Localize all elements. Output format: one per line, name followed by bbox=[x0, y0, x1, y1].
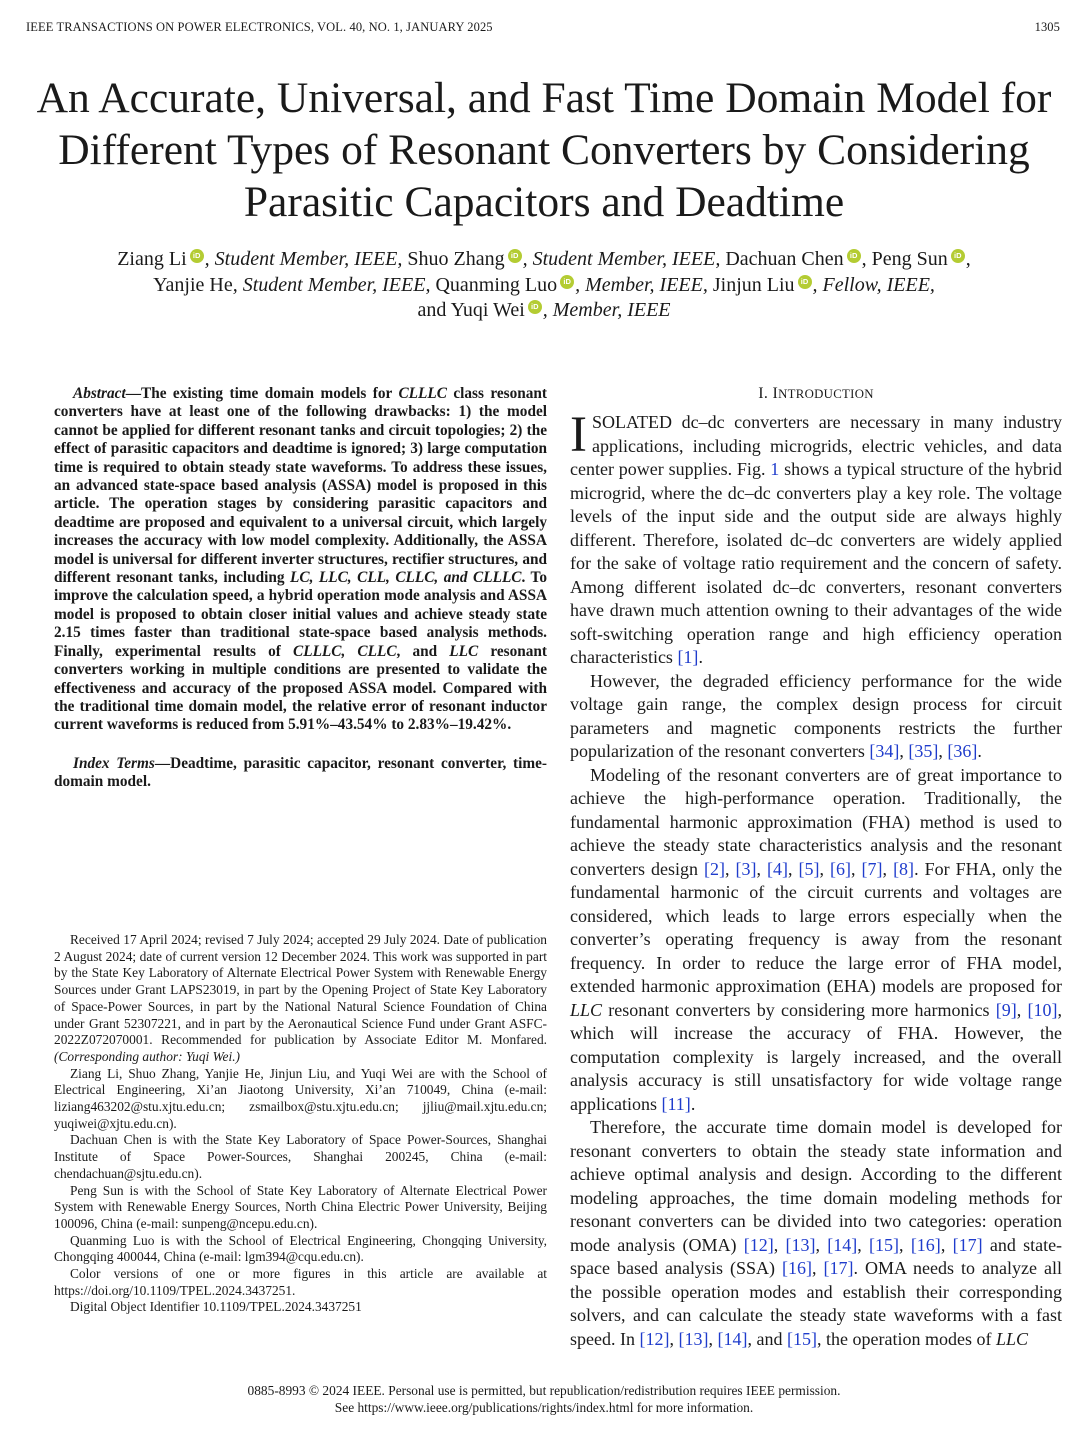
author-affiliation: , Member, IEEE, bbox=[575, 273, 708, 296]
citation-link[interactable]: [8] bbox=[893, 858, 915, 879]
author-affiliation: , bbox=[965, 248, 971, 270]
citation-link[interactable]: [17] bbox=[823, 1258, 854, 1278]
intro-paragraph: However, the degraded efficiency performance for the wide voltage gain range, the complex design process for circuit parameters and magnetic components restricts the further popularization of the resonant converters [34], [35], [36]. bbox=[570, 670, 1062, 761]
footnote-affiliation: Quanming Luo is with the School of Electrical Engineering, Chongqing University, Chongqing 400044, China (e-mail: lgm394@cqu.edu.cn). bbox=[54, 1232, 547, 1265]
author-affiliation: , Student Member, IEEE, bbox=[204, 248, 403, 270]
citation-link[interactable]: [14] bbox=[827, 1234, 858, 1255]
citation-link[interactable]: [5] bbox=[798, 858, 820, 879]
citation-link[interactable]: [13] bbox=[785, 1234, 816, 1255]
abstract: Abstract—The existing time domain models for CLLLC class resonant converters have at least one of the following drawbacks: 1) the model cannot be applied for different resonant tanks and circuit topologies; 2) the effect of parasitic capacitors and deadtime is ignored; 3) large computation time is required to obtain steady state waveforms. To address these issues, an advanced state-space based analysis (ASSA) model is proposed in this article. The operation stages by considering parasitic capacitors and deadtime are proposed and equivalent to a universal circuit, which largely increases the accuracy with low model complexity. Additionally, the ASSA model is universal for different inverter structures, rectifier structures, and different resonant tanks, including LC, LLC, CLL, CLLC, and CLLLC. To improve the calculation speed, a hybrid operation mode analysis and ASSA model is proposed to obtain closer initial values and achieve steady state 2.15 times faster than traditional state-space based analysis methods. Finally, experimental results of CLLLC, CLLC, and LLC resonant converters working in multiple conditions are presented to validate the effectiveness and accuracy of the proposed ASSA model. Compared with the traditional time domain model, the relative error of resonant inductor current waveforms is reduced from 5.91%–43.54% to 2.83%–19.42%. bbox=[54, 385, 547, 734]
journal-info: IEEE TRANSACTIONS ON POWER ELECTRONICS, VOL. 40, NO. 1, JANUARY 2025 bbox=[26, 20, 493, 34]
citation-link[interactable]: [4] bbox=[767, 858, 788, 879]
orcid-icon[interactable]: iD bbox=[528, 300, 542, 314]
author-affiliation: , Student Member, IEEE, bbox=[232, 273, 431, 296]
citation-link[interactable]: [7] bbox=[861, 858, 883, 879]
orcid-icon[interactable]: iD bbox=[508, 249, 522, 263]
author-list bbox=[30, 247, 1058, 324]
page-number: 1305 bbox=[1034, 20, 1060, 34]
rights-link-line: See https://www.ieee.org/publications/rights/index.html for more information. bbox=[334, 1399, 754, 1415]
orcid-icon[interactable]: iD bbox=[560, 275, 574, 289]
right-column bbox=[570, 385, 1062, 1351]
footnote-color-versions: Color versions of one or more figures in this article are available at https://doi.org/10.1109/TPEL.2024.3437251. bbox=[54, 1266, 547, 1298]
citation-link[interactable]: [16] bbox=[910, 1234, 941, 1255]
index-terms: Index Terms—Deadtime, parasitic capacitor, resonant converter, time-domain model. bbox=[54, 754, 548, 791]
author-name: Yanjie He bbox=[153, 273, 233, 296]
author-name: Dachuan Chen bbox=[725, 248, 844, 270]
citation-link[interactable]: [3] bbox=[735, 858, 757, 879]
citation-link[interactable]: [17] bbox=[952, 1234, 983, 1255]
author-affiliation: , Fellow, IEEE, bbox=[812, 273, 935, 296]
orcid-icon[interactable]: iD bbox=[798, 275, 812, 289]
intro-paragraph: Modeling of the resonant converters are of great importance to achieve the high-performance operation. Traditionally, the fundamental harmonic approximation (FHA) method is used to achieve the steady state characteristics analysis and the resonant converters design [2], [3], [4], [5], [6], [7], [8]. For FHA, only the fundamental harmonic of the circuit currents and voltages are considered, which leads to large errors especially when the converter’s operating frequency is away from the resonant frequency. In order to reduce the large error of FHA model, extended harmonic approximation (EHA) models are proposed for LLC resonant converters by considering more harmonics [9], [10], which will increase the accuracy of FHA. However, the computation complexity is largely increased, and the overall analysis accuracy is still unsatisfactory for wide voltage range applications [11]. bbox=[570, 764, 1063, 1114]
orcid-icon[interactable]: iD bbox=[951, 249, 965, 263]
orcid-icon[interactable]: iD bbox=[190, 249, 204, 263]
drop-cap: I bbox=[570, 407, 587, 463]
intro-paragraph: Therefore, the accurate time domain model is developed for resonant converters to obtain the steady state information and achieve optimal analysis and design. According to the different modeling approaches, the time domain modeling methods for resonant converters can be divided into two categories: operation mode analysis (OMA) [12], [13], [14], [15], [16], [17] and state-space based analysis (SSA) [16], [17]. OMA needs to analyze all the possible operation modes and establish their corresponding solvers, and can calculate the steady state waveforms with a fast speed. In [12], [13], [14], and [15], the operation modes of LLC bbox=[570, 1117, 1063, 1349]
citation-link[interactable]: [35] bbox=[908, 741, 939, 761]
footnote-affiliation: Peng Sun is with the School of State Key Laboratory of Alternate Electrical Power System with Renewable Energy Sources, North China Electric Power University, Beijing 100096, China (e-mail: sunpeng@ncepu.edu.cn). bbox=[54, 1182, 547, 1231]
footnote-received: Received 17 April 2024; revised 7 July 2024; accepted 29 July 2024. Date of publication 2 August 2024; date of current version 12 December 2024. This work was supported in part by the State Key Laboratory of Alternate Electrical Power System with Renewable Energy Sources under Grant LAPS23019, in part by the Opening Project of State Key Laboratory of Space-Power Sources, in part by the National Natural Science Foundation of China under Grant 52307221, and in part by the Aeronautical Science Fund under Grant ASFC-2022Z072070001. Recommended for publication by Associate Editor M. Monfared. (Corresponding author: Yuqi Wei.) bbox=[54, 932, 547, 1064]
orcid-icon[interactable]: iD bbox=[847, 249, 861, 263]
intro-paragraph: ISOLATED dc–dc converters are necessary in many industry applications, including microgrids, electric vehicles, and data center power supplies. Fig. 1 shows a typical structure of the hybrid microgrid, where the dc–dc converters play a key role. The voltage levels of the input side and the output side are always highly different. Therefore, isolated dc–dc converters are widely applied for the sake of voltage ratio requirement and the concern of safety. Among different isolated dc–dc converters, resonant converters have drawn much attention owning to their advantages of the wide soft-switching operation range and high efficiency operation characteristics [1]. bbox=[570, 407, 1062, 667]
citation-link[interactable]: [6] bbox=[830, 858, 852, 879]
author-affiliation: , bbox=[861, 248, 867, 270]
running-header bbox=[26, 20, 1060, 38]
author-name: and Yuqi Wei bbox=[417, 299, 525, 321]
paper-title: An Accurate, Universal, and Fast Time Domain Model for Different Types of Resonant Converters by Considering Parasitic Capacitors and Deadtime bbox=[36, 74, 1052, 226]
citation-link[interactable]: [2] bbox=[703, 858, 725, 879]
citation-link[interactable]: [1] bbox=[677, 647, 699, 667]
copyright-footer bbox=[0, 1383, 1088, 1416]
author-affiliation: , Member, IEEE bbox=[542, 299, 671, 321]
section-heading: I. INTRODUCTION bbox=[758, 385, 874, 402]
citation-link[interactable]: [16] bbox=[782, 1258, 812, 1278]
citation-link[interactable]: [12] bbox=[743, 1234, 774, 1255]
citation-link[interactable]: [10] bbox=[1027, 999, 1058, 1020]
citation-link[interactable]: [11] bbox=[661, 1093, 691, 1114]
figure-link[interactable]: 1 bbox=[770, 459, 780, 479]
author-name: Jinjun Liu bbox=[712, 273, 795, 296]
citation-link[interactable]: [36] bbox=[947, 741, 978, 761]
first-page-footnote bbox=[54, 932, 547, 1316]
author-name: Shuo Zhang bbox=[407, 248, 505, 270]
footnote-doi: Digital Object Identifier 10.1109/TPEL.2024.3437251 bbox=[70, 1299, 362, 1315]
citation-link[interactable]: [15] bbox=[786, 1328, 817, 1349]
footnote-affiliation: Dachuan Chen is with the State Key Laboratory of Space Power-Sources, Shanghai Institute of Space Power-Sources, Shanghai 200245, China (e-mail: chendachuan@sjtu.edu.cn). bbox=[54, 1132, 547, 1181]
author-name: Ziang Li bbox=[117, 248, 187, 270]
author-affiliation: , Student Member, IEEE, bbox=[522, 248, 721, 270]
citation-link[interactable]: [9] bbox=[995, 999, 1017, 1020]
footnote-affiliation: Ziang Li, Shuo Zhang, Yanjie He, Jinjun Liu, and Yuqi Wei are with the School of Electrical Engineering, Xi’an Jiaotong University, Xi’an 710049, China (e-mail: liziang463202@stu.xjtu.edu.cn; zsmailbox@stu.xjtu.edu.cn; jjliu@mail.xjtu.edu.cn; yuqiwei@xjtu.edu.cn). bbox=[54, 1065, 547, 1131]
citation-link[interactable]: [13] bbox=[678, 1328, 709, 1349]
abstract-label: Abstract bbox=[73, 385, 126, 402]
left-column bbox=[54, 385, 547, 792]
copyright-line: 0885-8993 © 2024 IEEE. Personal use is permitted, but republication/redistribution requires IEEE permission. bbox=[247, 1383, 841, 1398]
index-terms-label: Index Terms bbox=[73, 754, 155, 772]
citation-link[interactable]: [15] bbox=[869, 1234, 900, 1255]
author-name: Peng Sun bbox=[871, 248, 948, 270]
citation-link[interactable]: [34] bbox=[869, 741, 900, 761]
citation-link[interactable]: [14] bbox=[717, 1328, 748, 1349]
citation-link[interactable]: [12] bbox=[639, 1328, 670, 1349]
author-name: Quanming Luo bbox=[435, 273, 558, 296]
